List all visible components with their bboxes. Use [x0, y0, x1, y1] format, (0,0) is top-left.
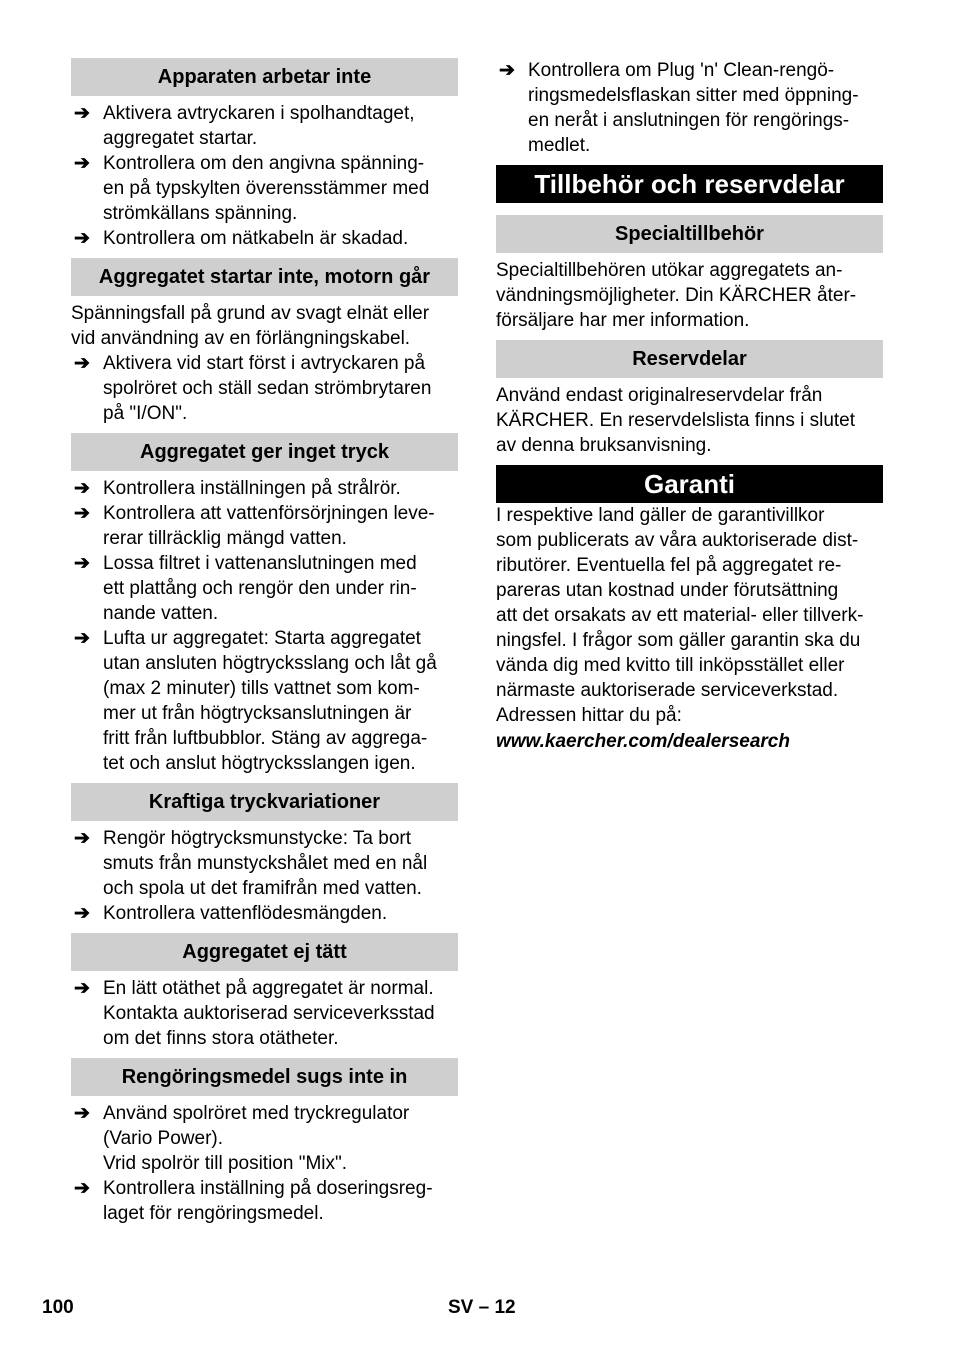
text-line: Kontrollera att vattenförsörjningen leve- — [103, 503, 435, 524]
text-line: spolröret och ställ sedan strömbrytaren — [103, 378, 432, 399]
text-line: Kontrollera vattenflödesmängden. — [103, 903, 388, 924]
arrow-right-icon: ➔ — [74, 1178, 90, 1199]
language-page-label: SV – 12 — [448, 1297, 516, 1318]
text-line: Kontrollera inställningen på strålrör. — [103, 478, 401, 499]
text-line: laget för rengöringsmedel. — [103, 1203, 324, 1224]
text-line: Kontrollera om Plug 'n' Clean-rengö- — [528, 60, 835, 81]
text-line: att det orsakats av ett material- eller tillverk- — [496, 605, 864, 626]
arrow-right-icon: ➔ — [499, 60, 515, 81]
list-item — [71, 901, 458, 926]
text-line: Kontakta auktoriserad serviceverksstad — [103, 1003, 435, 1024]
text-line: Adressen hittar du på: — [496, 705, 682, 726]
list-item — [71, 626, 458, 776]
section-heading: Aggregatet ej tätt — [71, 933, 458, 971]
section-list — [71, 1101, 458, 1226]
section-heading: Aggregatet startar inte, motorn går — [71, 258, 458, 296]
text-line: tet och anslut högtrycksslangen igen. — [103, 753, 416, 774]
text-line: av denna bruksanvisning. — [496, 435, 712, 456]
list-item — [71, 151, 458, 226]
text-line: Aktivera vid start först i avtryckaren på — [103, 353, 426, 374]
text-line: I respektive land gäller de garantivillkor — [496, 505, 825, 526]
special-accessories-text — [496, 258, 883, 333]
text-line: om det finns stora otätheter. — [103, 1028, 339, 1049]
spare-parts-text — [496, 383, 883, 458]
text-line: vända dig med kvitto till inköpsstället eller — [496, 655, 845, 676]
warranty-text — [496, 503, 883, 728]
arrow-right-icon: ➔ — [74, 1103, 90, 1124]
right-column — [496, 58, 883, 754]
text-line: smuts från munstyckshålet med en nål — [103, 853, 428, 874]
text-line: rerar tillräcklig mängd vatten. — [103, 528, 347, 549]
list-item — [71, 1176, 458, 1226]
section-list — [71, 826, 458, 926]
section-list — [71, 476, 458, 776]
text-line: pareras utan kostnad under förutsättning — [496, 580, 839, 601]
text-line: Rengör högtrycksmunstycke: Ta bort — [103, 828, 412, 849]
text-line: Lufta ur aggregatet: Starta aggregatet — [103, 628, 421, 649]
list-item — [71, 501, 458, 551]
text-line: Specialtillbehören utökar aggregatets an- — [496, 260, 843, 281]
arrow-right-icon: ➔ — [74, 628, 90, 649]
arrow-right-icon: ➔ — [74, 478, 90, 499]
text-line: KÄRCHER. En reservdelslista finns i slutet — [496, 410, 856, 431]
special-accessories-heading: Specialtillbehör — [496, 215, 883, 253]
arrow-right-icon: ➔ — [74, 903, 90, 924]
text-line: vändningsmöjligheter. Din KÄRCHER åter- — [496, 285, 857, 306]
text-line: vid användning av en förlängningskabel. — [71, 328, 411, 349]
arrow-right-icon: ➔ — [74, 228, 90, 249]
list-item — [71, 226, 458, 251]
dealer-search-link[interactable]: www.kaercher.com/dealersearch — [496, 731, 790, 752]
text-line: en på typskylten överensstämmer med — [103, 178, 430, 199]
spare-parts-heading: Reservdelar — [496, 340, 883, 378]
list-item — [71, 101, 458, 151]
section-list — [71, 976, 458, 1051]
section-heading: Aggregatet ger inget tryck — [71, 433, 458, 471]
text-line: ningsfel. I frågor som gäller garantin ska du — [496, 630, 861, 651]
arrow-right-icon: ➔ — [74, 978, 90, 999]
warranty-title: Garanti — [496, 465, 883, 503]
arrow-right-icon: ➔ — [74, 353, 90, 374]
text-line: Vrid spolrör till position "Mix". — [103, 1153, 348, 1174]
arrow-right-icon: ➔ — [74, 103, 90, 124]
text-line: ringsmedelsflaskan sitter med öppning- — [528, 85, 859, 106]
list-item — [71, 1101, 458, 1176]
text-line: fritt från luftbubblor. Stäng av aggrega- — [103, 728, 428, 749]
arrow-right-icon: ➔ — [74, 828, 90, 849]
text-line: En lätt otäthet på aggregatet är normal. — [103, 978, 434, 999]
list-item — [71, 826, 458, 901]
section-heading: Kraftiga tryckvariationer — [71, 783, 458, 821]
list-item — [71, 551, 458, 626]
text-line: Spänningsfall på grund av svagt elnät eller — [71, 303, 430, 324]
left-column — [71, 58, 458, 1226]
section-list — [71, 351, 458, 426]
section-heading: Rengöringsmedel sugs inte in — [71, 1058, 458, 1096]
text-line: Aktivera avtryckaren i spolhandtaget, — [103, 103, 415, 124]
text-line: närmaste auktoriserade serviceverkstad. — [496, 680, 839, 701]
text-line: Kontrollera om den angivna spänning- — [103, 153, 425, 174]
text-line: Kontrollera om nätkabeln är skadad. — [103, 228, 409, 249]
lead-list — [496, 58, 883, 158]
arrow-right-icon: ➔ — [74, 503, 90, 524]
list-item — [71, 976, 458, 1051]
text-line: ett plattång och rengör den under rin- — [103, 578, 417, 599]
text-line: (max 2 minuter) tills vattnet som kom- — [103, 678, 420, 699]
text-line: strömkällans spänning. — [103, 203, 298, 224]
text-line: mer ut från högtrycksanslutningen är — [103, 703, 412, 724]
text-line: som publicerats av våra auktoriserade dist- — [496, 530, 859, 551]
list-item — [71, 476, 458, 501]
section-list — [71, 101, 458, 251]
text-line: ributörer. Eventuella fel på aggregatet re- — [496, 555, 842, 576]
section-heading: Apparaten arbetar inte — [71, 58, 458, 96]
text-line: utan ansluten högtrycksslang och låt gå — [103, 653, 437, 674]
text-line: på "I/ON". — [103, 403, 188, 424]
text-line: Lossa filtret i vattenanslutningen med — [103, 553, 417, 574]
text-line: Kontrollera inställning på doseringsreg- — [103, 1178, 433, 1199]
accessories-title: Tillbehör och reservdelar — [496, 165, 883, 203]
text-line: aggregatet startar. — [103, 128, 258, 149]
list-item — [496, 58, 883, 158]
list-item — [71, 351, 458, 426]
text-line: nande vatten. — [103, 603, 219, 624]
text-line: och spola ut det framifrån med vatten. — [103, 878, 422, 899]
page-number: 100 — [42, 1297, 74, 1318]
section-text — [71, 301, 458, 351]
text-line: (Vario Power). — [103, 1128, 224, 1149]
text-line: Använd spolröret med tryckregulator — [103, 1103, 410, 1124]
text-line: medlet. — [528, 135, 591, 156]
text-line: försäljare har mer information. — [496, 310, 750, 331]
text-line: Använd endast originalreservdelar från — [496, 385, 823, 406]
arrow-right-icon: ➔ — [74, 553, 90, 574]
text-line: en neråt i anslutningen för rengörings- — [528, 110, 850, 131]
arrow-right-icon: ➔ — [74, 153, 90, 174]
